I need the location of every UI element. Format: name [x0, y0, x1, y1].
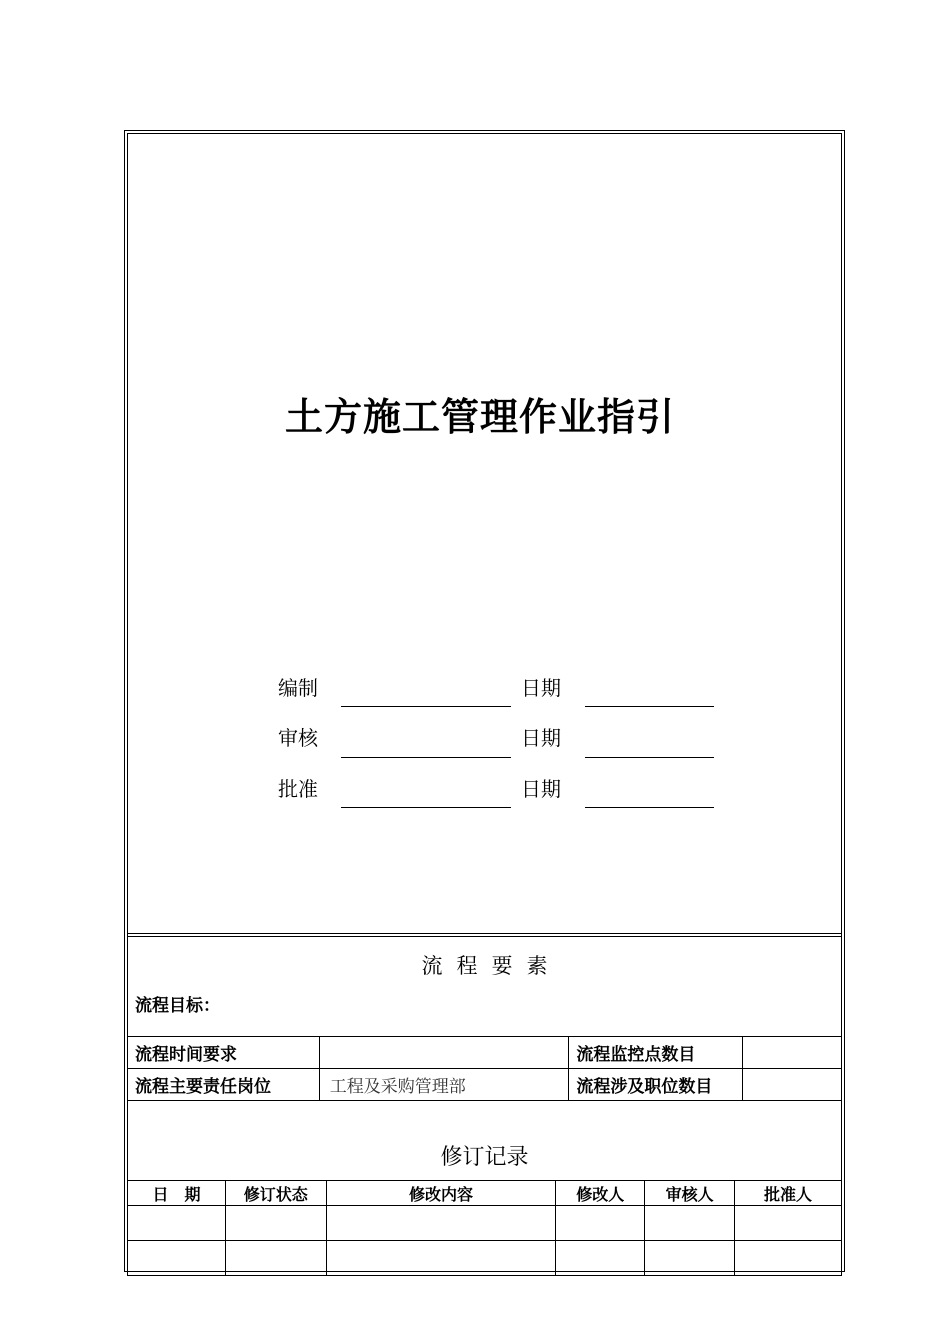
- signoff-date-line[interactable]: [585, 706, 714, 707]
- document-title: 土方施工管理作业指引: [284, 395, 675, 439]
- table-cell[interactable]: [735, 1206, 842, 1241]
- table-header-row: [128, 1181, 842, 1206]
- table-cell[interactable]: [556, 1206, 645, 1241]
- signoff-date-label: 日期: [521, 726, 561, 750]
- time-requirement-label: 流程时间要求: [128, 1037, 320, 1069]
- signoff-role-label: 批准: [278, 777, 318, 801]
- process-goal-label: 流程目标：: [135, 996, 220, 1016]
- table-row: [128, 1241, 842, 1276]
- table-cell[interactable]: [128, 1241, 226, 1276]
- positions-count-value[interactable]: [743, 1069, 842, 1101]
- revision-record-title: 修订记录: [440, 1145, 529, 1170]
- column-header-revision-status: 修订状态: [225, 1181, 326, 1206]
- page-frame-inner: [127, 133, 842, 1272]
- table-cell[interactable]: [556, 1241, 645, 1276]
- table-row: [128, 1206, 842, 1241]
- table-cell[interactable]: [326, 1206, 556, 1241]
- column-header-approver: 批准人: [735, 1181, 842, 1206]
- revision-table: [127, 1180, 842, 1276]
- table-cell[interactable]: [225, 1206, 326, 1241]
- table-cell[interactable]: [326, 1241, 556, 1276]
- responsible-position-label: 流程主要责任岗位: [128, 1069, 320, 1101]
- signoff-date-label: 日期: [521, 777, 561, 801]
- section-divider: [127, 933, 842, 934]
- time-requirement-value[interactable]: [319, 1037, 569, 1069]
- table-cell[interactable]: [645, 1206, 735, 1241]
- responsible-position-value[interactable]: 工程及采购管理部: [319, 1069, 569, 1101]
- monitor-points-value[interactable]: [743, 1037, 842, 1069]
- signoff-name-line[interactable]: [341, 706, 511, 707]
- signoff-date-line[interactable]: [585, 807, 714, 808]
- column-header-change-content: 修改内容: [326, 1181, 556, 1206]
- process-info-table: [127, 1036, 842, 1101]
- monitor-points-label: 流程监控点数目: [569, 1037, 743, 1069]
- signoff-role-label: 审核: [278, 726, 318, 750]
- table-cell[interactable]: [128, 1206, 226, 1241]
- column-header-date: 日 期: [128, 1181, 226, 1206]
- table-cell[interactable]: [735, 1241, 842, 1276]
- signoff-date-label: 日期: [521, 676, 561, 700]
- table-cell[interactable]: [645, 1241, 735, 1276]
- signoff-name-line[interactable]: [341, 807, 511, 808]
- section-divider: [127, 936, 842, 937]
- table-row: [128, 1037, 842, 1069]
- signoff-role-label: 编制: [278, 676, 318, 700]
- signoff-name-line[interactable]: [341, 757, 511, 758]
- positions-count-label: 流程涉及职位数目: [569, 1069, 743, 1101]
- process-section-title: 流程要素: [421, 954, 562, 978]
- table-cell[interactable]: [225, 1241, 326, 1276]
- column-header-reviewer: 审核人: [645, 1181, 735, 1206]
- column-header-modifier: 修改人: [556, 1181, 645, 1206]
- signoff-date-line[interactable]: [585, 757, 714, 758]
- table-row: [128, 1069, 842, 1101]
